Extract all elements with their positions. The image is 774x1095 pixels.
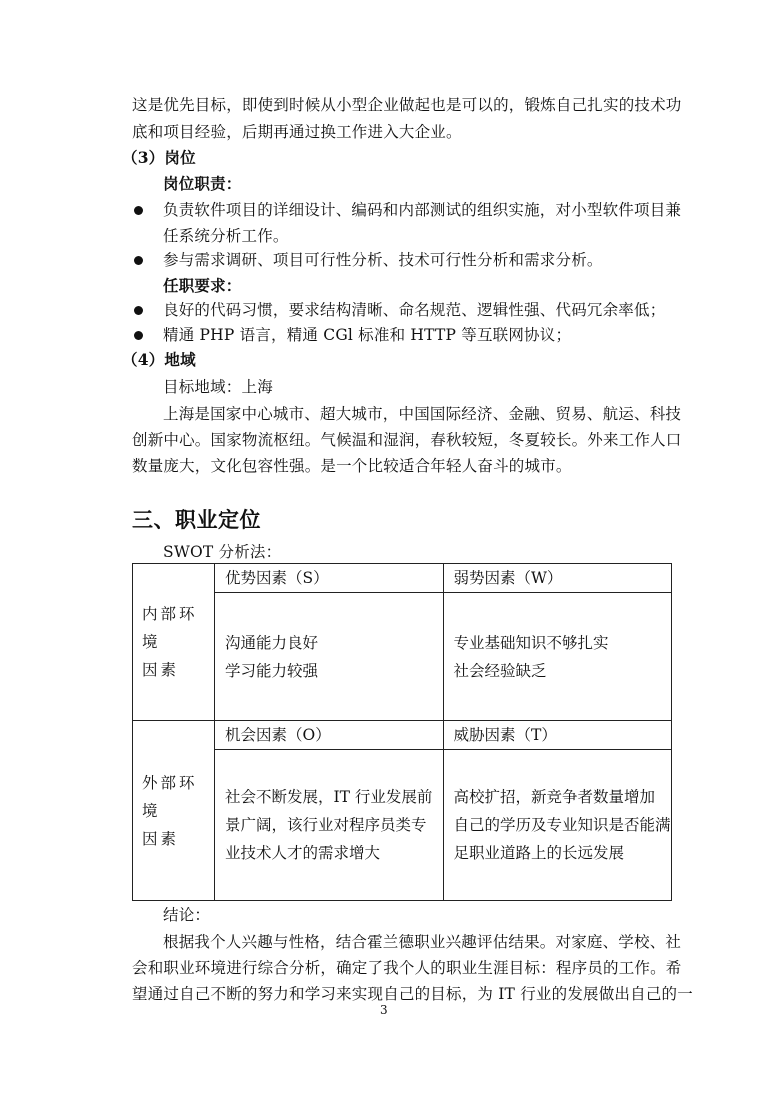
internal-factors-label: 内部环境 因素 xyxy=(133,564,215,721)
chapter-heading: 三、职业定位 xyxy=(132,507,261,532)
paragraph-line: 会和职业环境进行综合分析，确定了我个人的职业生涯目标：程序员的工作。希 xyxy=(132,959,682,977)
threats-header: 威胁因素（T） xyxy=(443,721,672,750)
paragraph-line: 上海是国家中心城市、超大城市，中国国际经济、金融、贸易、航运、科技 xyxy=(163,405,682,423)
paragraph-line: 数量庞大，文化包容性强。是一个比较适合年轻人奋斗的城市。 xyxy=(132,457,572,475)
swot-table xyxy=(132,563,672,901)
bullet-icon xyxy=(134,256,143,265)
section-heading-region: （4）地域 xyxy=(122,350,196,369)
bullet-line: 精通 PHP 语言，精通 CGl 标准和 HTTP 等互联网协议； xyxy=(163,326,572,344)
weaknesses-cell: 专业基础知识不够扎实 社会经验缺乏 xyxy=(443,593,672,721)
requirements-title: 任职要求： xyxy=(163,276,242,295)
duties-title: 岗位职责： xyxy=(163,174,242,193)
paragraph-line: 望通过自己不断的努力和学习来实现自己的目标，为 IT 行业的发展做出自己的一 xyxy=(132,985,693,1003)
opportunities-cell: 社会不断发展，IT 行业发展前 景广阔，该行业对程序员类专 业技术人才的需求增大 xyxy=(215,750,444,901)
page-number: 3 xyxy=(380,1003,388,1017)
threats-cell: 高校扩招，新竞争者数量增加 自己的学历及专业知识是否能满 足职业道路上的长远发展 xyxy=(443,750,672,901)
swot-intro: SWOT 分析法： xyxy=(163,543,282,561)
bullet-icon xyxy=(134,306,143,315)
external-factors-label: 外部环境 因素 xyxy=(133,721,215,901)
strengths-cell: 沟通能力良好 学习能力较强 xyxy=(215,593,444,721)
bullet-line: 负责软件项目的详细设计、编码和内部测试的组织实施，对小型软件项目兼 xyxy=(163,201,682,219)
bullet-icon xyxy=(134,206,143,215)
bullet-line: 任系统分析工作。 xyxy=(163,227,289,245)
bullet-line: 参与需求调研、项目可行性分析、技术可行性分析和需求分析。 xyxy=(163,251,603,269)
section-heading-position: （3）岗位 xyxy=(122,148,196,167)
paragraph-line: 创新中心。国家物流枢纽。气候温和湿润，春秋较短，冬夏较长。外来工作人口 xyxy=(132,431,682,449)
target-region: 目标地域：上海 xyxy=(163,378,273,396)
weaknesses-header: 弱势因素（W） xyxy=(443,564,672,593)
strengths-header: 优势因素（S） xyxy=(215,564,444,593)
bullet-line: 良好的代码习惯，要求结构清晰、命名规范、逻辑性强、代码冗余率低； xyxy=(163,301,666,319)
paragraph-line: 根据我个人兴趣与性格，结合霍兰德职业兴趣评估结果。对家庭、学校、社 xyxy=(163,933,682,951)
conclusion-label: 结论： xyxy=(163,906,211,924)
paragraph-line: 底和项目经验，后期再通过换工作进入大企业。 xyxy=(132,123,462,141)
paragraph-line: 这是优先目标，即使到时候从小型企业做起也是可以的，锻炼自己扎实的技术功 xyxy=(132,96,682,114)
bullet-icon xyxy=(134,331,143,340)
opportunities-header: 机会因素（O） xyxy=(215,721,444,750)
